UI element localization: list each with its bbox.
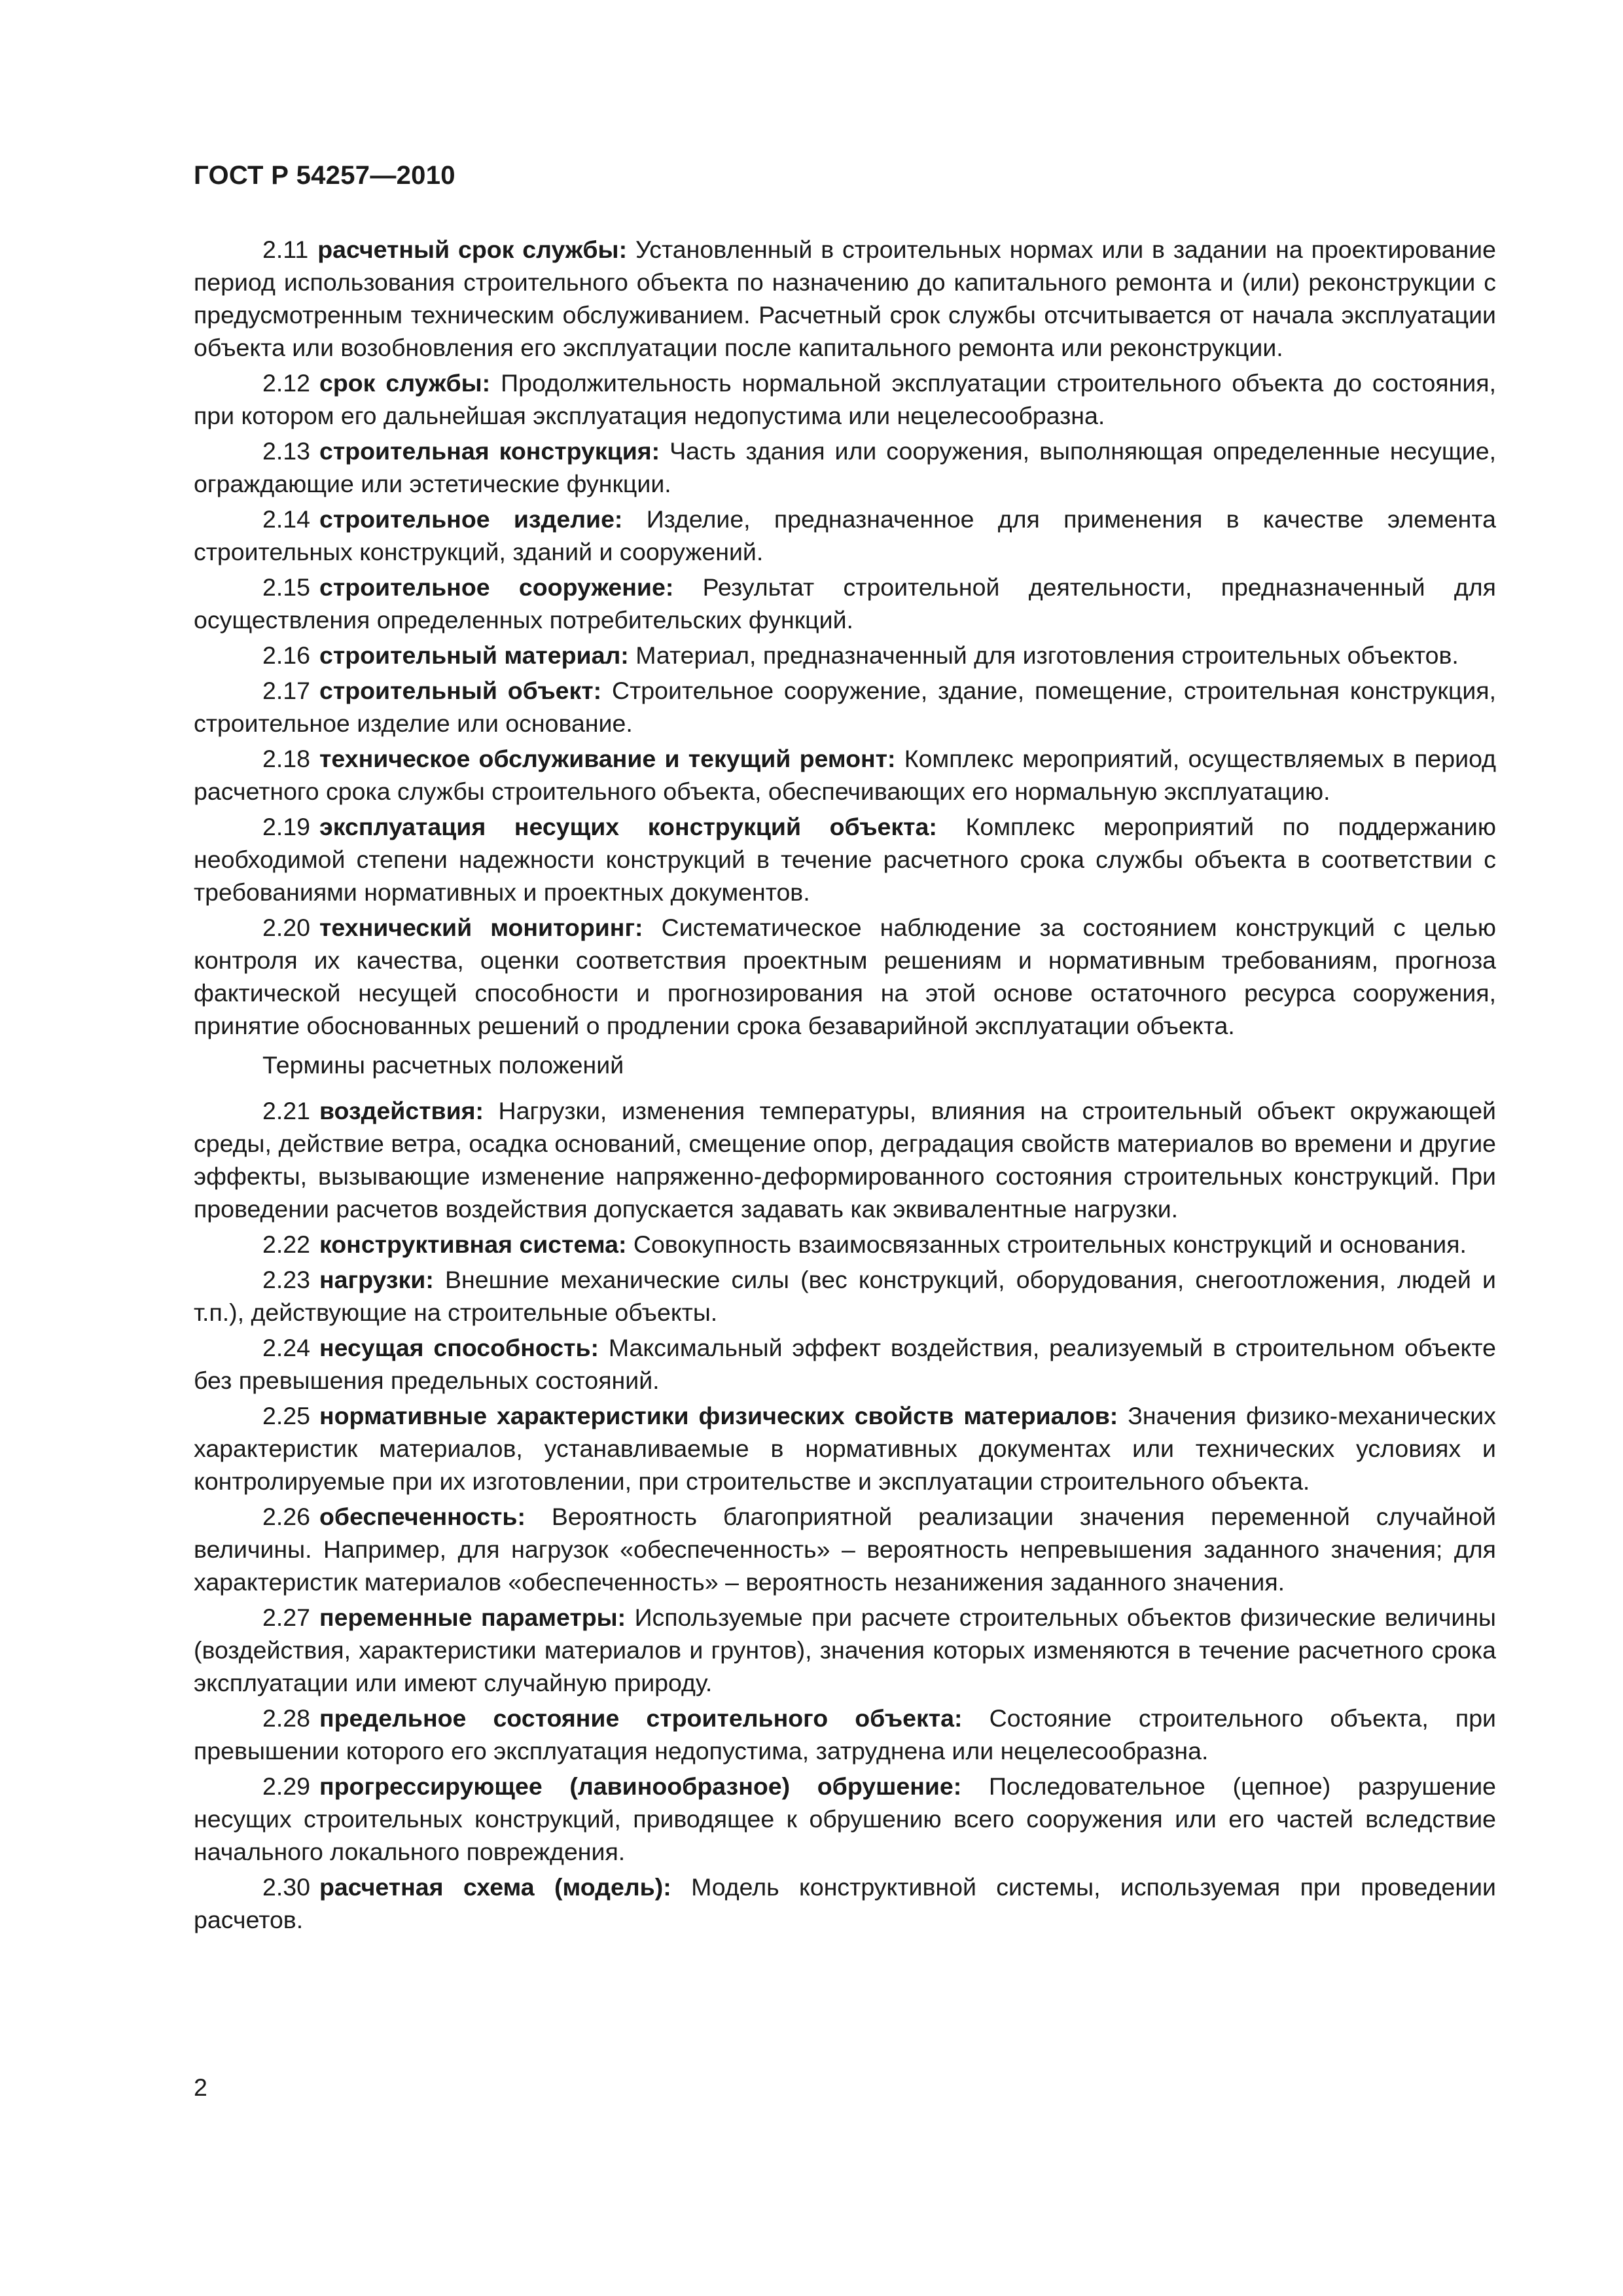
term-name: строительное сооружение: (319, 573, 674, 601)
term-number: 2.15 (262, 573, 310, 601)
term-entry (194, 1331, 1496, 1397)
term-entry (194, 1228, 1496, 1261)
term-number: 2.21 (262, 1097, 310, 1124)
term-name: обеспеченность: (319, 1503, 526, 1530)
term-definition: Часть здания или сооружения, выполняющая определенные несущие, ограждающие или эстетические функции. (194, 437, 1496, 497)
term-definition: Состояние строительного объекта, при превышении которого его эксплуатация недопустима, затруднена или нецелесообразна. (194, 1704, 1496, 1765)
term-entry (194, 1263, 1496, 1329)
term-name: нормативные характеристики физических свойств материалов: (319, 1402, 1118, 1429)
term-definition: Систематическое наблюдение за состоянием конструкций с целью контроля их качества, оценки соответствия проектным решениям и нормативным требованиям, прогноза фактической несущей способности и прогнозирования на этой основе остаточного ресурса сооружения, принятие обоснованных решений о продлении срока безаварийной эксплуатации объекта. (194, 914, 1497, 1039)
term-number: 2.27 (262, 1604, 310, 1631)
term-entry (194, 674, 1496, 740)
document-body (194, 233, 1496, 1939)
term-number: 2.11 (262, 236, 309, 263)
term-entry (194, 1702, 1496, 1767)
term-definition: Вероятность благоприятной реализации значения переменной случайной величины. Например, для нагрузок «обеспеченность» – вероятность непревышения заданного значения; для характеристик материалов «обеспеченность» – вероятность незанижения заданного значения. (194, 1503, 1496, 1596)
term-definition: Последовательное (цепное) разрушение несущих строительных конструкций, приводящее к обрушению всего сооружения или его частей вследствие начального локального повреждения. (194, 1772, 1497, 1865)
term-definition: Значения физико-механических характеристик материалов, устанавливаемые в нормативных документах или технических условиях и контролируемые при их изготовлении, при строительстве и эксплуатации строительного объекта. (194, 1402, 1496, 1495)
term-entry (194, 503, 1496, 568)
term-entry (194, 810, 1496, 908)
term-definition: Результат строительной деятельности, предназначенный для осуществления определенных потребительских функций. (194, 573, 1496, 634)
term-number: 2.28 (262, 1704, 310, 1732)
term-number: 2.26 (262, 1503, 310, 1530)
term-number: 2.13 (262, 437, 310, 465)
term-definition: Модель конструктивной системы, используемая при проведении расчетов. (194, 1873, 1496, 1933)
term-entry (194, 1094, 1496, 1225)
term-definition: Максимальный эффект воздействия, реализуемый в строительном объекте без превышения предельных состояний. (194, 1334, 1496, 1394)
terms-group-general (194, 233, 1496, 1042)
term-entry (194, 639, 1496, 672)
term-definition: Комплекс мероприятий по поддержанию необходимой степени надежности конструкций в течение расчетного срока службы объекта в соответствии с требованиями нормативных и проектных документов. (194, 813, 1496, 906)
term-entry (194, 1399, 1496, 1498)
term-entry (194, 1871, 1496, 1936)
page-number: 2 (194, 2073, 207, 2101)
term-number: 2.18 (262, 745, 310, 772)
term-name: конструктивная система: (319, 1230, 627, 1258)
term-definition: Изделие, предназначенное для применения в качестве элемента строительных конструкций, зданий и сооружений. (194, 505, 1497, 565)
term-name: воздействия: (319, 1097, 484, 1124)
term-entry (194, 911, 1496, 1042)
term-number: 2.30 (262, 1873, 310, 1901)
term-name: строительная конструкция: (319, 437, 660, 465)
term-name: строительное изделие: (319, 505, 623, 533)
term-definition: Совокупность взаимосвязанных строительных конструкций и основания. (633, 1230, 1467, 1258)
term-name: расчетный срок службы: (317, 236, 628, 263)
term-entry (194, 367, 1496, 432)
term-definition: Используемые при расчете строительных объектов физические величины (воздействия, характеристики материалов и грунтов), значения которых изменяются в течение расчетного срока эксплуатации или имеют случайную природу. (194, 1604, 1496, 1696)
term-entry (194, 571, 1496, 636)
term-number: 2.12 (262, 369, 310, 397)
term-number: 2.14 (262, 505, 310, 533)
term-name: строительный объект: (319, 677, 602, 704)
term-definition: Нагрузки, изменения температуры, влияния на строительный объект окружающей среды, действие ветра, осадка оснований, смещение опор, деградация свойств материалов во времени и другие эффекты, вызывающие изменение напряженно-деформированного состояния строительных конструкций. При проведении расчетов воздействия допускается задавать как эквивалентные нагрузки. (194, 1097, 1496, 1223)
term-entry (194, 1500, 1496, 1598)
term-name: нагрузки: (319, 1266, 434, 1293)
term-definition: Продолжительность нормальной эксплуатации строительного объекта до состояния, при котором его дальнейшая эксплуатация недопустима или нецелесообразна. (194, 369, 1496, 429)
section-title: Термины расчетных положений (262, 1051, 624, 1079)
term-number: 2.20 (262, 914, 310, 941)
term-number: 2.25 (262, 1402, 310, 1429)
document-header: ГОСТ Р 54257—2010 (194, 161, 455, 190)
term-name: строительный материал: (319, 641, 629, 669)
term-number: 2.16 (262, 641, 310, 669)
term-number: 2.22 (262, 1230, 310, 1258)
term-name: расчетная схема (модель): (319, 1873, 671, 1901)
term-name: технический мониторинг: (319, 914, 643, 941)
term-name: техническое обслуживание и текущий ремонт: (319, 745, 896, 772)
term-entry (194, 233, 1496, 364)
term-entry (194, 1601, 1496, 1699)
terms-group-calculation (194, 1094, 1496, 1936)
term-entry (194, 742, 1496, 808)
term-entry (194, 435, 1496, 500)
term-name: прогрессирующее (лавинообразное) обрушение: (319, 1772, 962, 1800)
term-name: срок службы: (319, 369, 491, 397)
term-name: предельное состояние строительного объекта: (319, 1704, 963, 1732)
term-name: эксплуатация несущих конструкций объекта: (319, 813, 937, 840)
term-definition: Комплекс мероприятий, осуществляемых в период расчетного срока службы строительного объекта, обеспечивающих его нормальную эксплуатацию. (194, 745, 1496, 805)
term-definition: Внешние механические силы (вес конструкций, оборудования, снегоотложения, людей и т.п.), действующие на строительные объекты. (194, 1266, 1496, 1326)
term-name: несущая способность: (319, 1334, 599, 1361)
term-number: 2.17 (262, 677, 310, 704)
term-number: 2.29 (262, 1772, 310, 1800)
term-definition: Материал, предназначенный для изготовления строительных объектов. (635, 641, 1459, 669)
term-name: переменные параметры: (319, 1604, 626, 1631)
term-number: 2.19 (262, 813, 310, 840)
term-entry (194, 1770, 1496, 1868)
term-number: 2.23 (262, 1266, 310, 1293)
term-number: 2.24 (262, 1334, 310, 1361)
term-definition: Установленный в строительных нормах или в задании на проектирование период использования строительного объекта по назначению до капитального ремонта и (или) реконструкции с предусмотренным техническим обслуживанием. Расчетный срок службы отсчитывается от начала эксплуатации объекта или возобновления его эксплуатации после капитального ремонта или реконструкции. (194, 236, 1496, 361)
term-definition: Строительное сооружение, здание, помещение, строительная конструкция, строительное изделие или основание. (194, 677, 1496, 737)
